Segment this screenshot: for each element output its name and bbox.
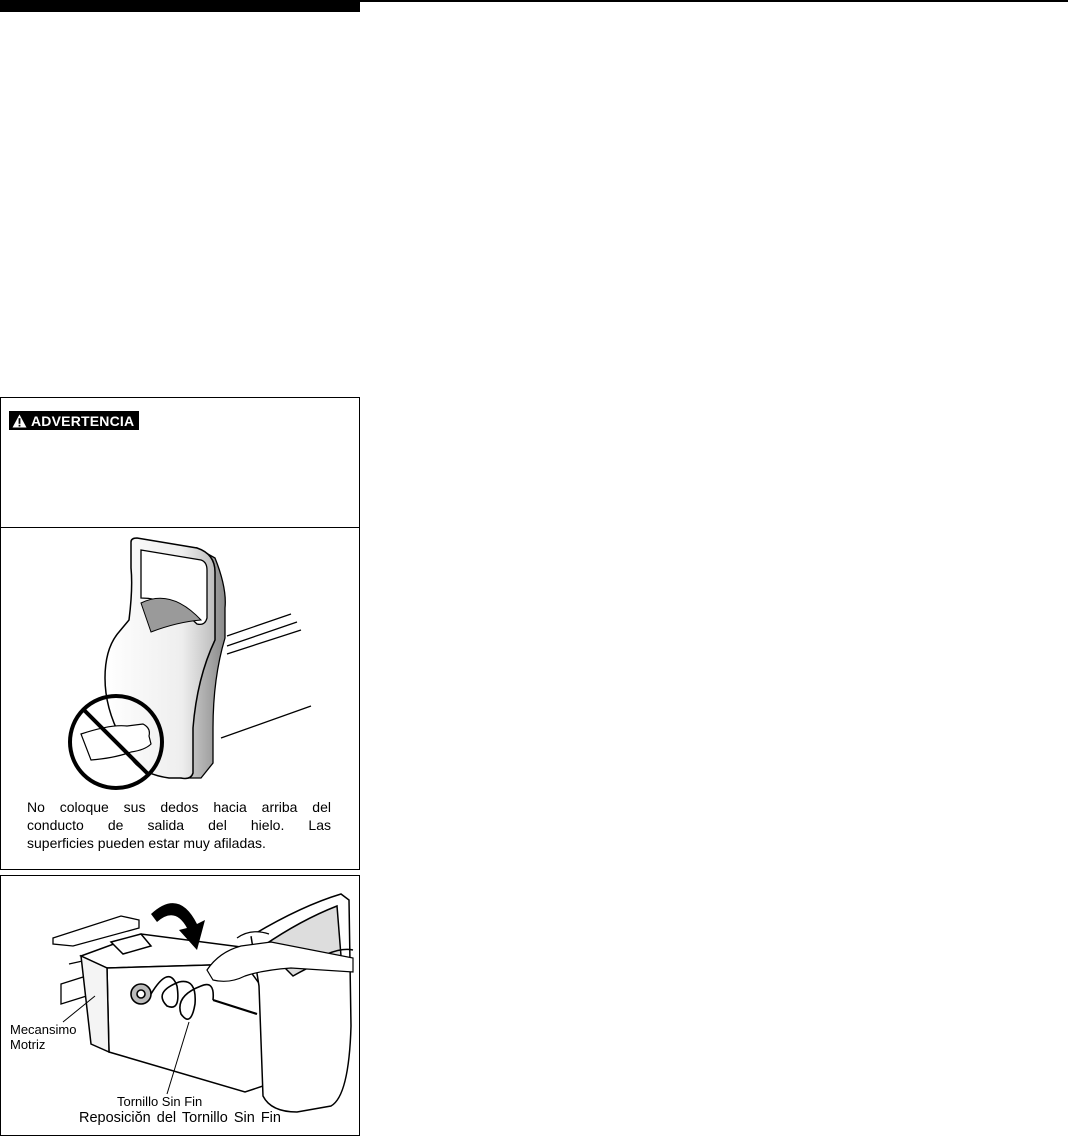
bin-rails <box>221 614 311 738</box>
auger-figure-title: Reposiciŏn del Tornillo Sin Fin <box>79 1110 281 1126</box>
warning-label <box>9 411 139 430</box>
header-bar <box>0 0 360 12</box>
drive-mechanism-label <box>10 1022 76 1052</box>
header-rule <box>360 0 1068 2</box>
callout-line: Motriz <box>10 1037 46 1052</box>
auger-label: Tornillo Sin Fin <box>117 1094 203 1109</box>
warning-box <box>0 397 360 528</box>
dispenser-door <box>251 894 353 1112</box>
caption-line: superficies pueden estar muy afiladas. <box>27 835 266 851</box>
caption-line: No coloque sus dedos hacia arriba del <box>27 799 331 815</box>
caption-line: conducto de salida del hielo. Las <box>27 817 331 833</box>
callout-line: Mecansimo <box>10 1022 77 1037</box>
warning-triangle-icon <box>12 414 27 428</box>
ice-chute-caption <box>27 798 331 852</box>
ice-chute-figure <box>0 527 360 870</box>
auger-figure <box>0 875 360 1136</box>
warning-label-text: ADVERTENCIA <box>31 412 135 429</box>
